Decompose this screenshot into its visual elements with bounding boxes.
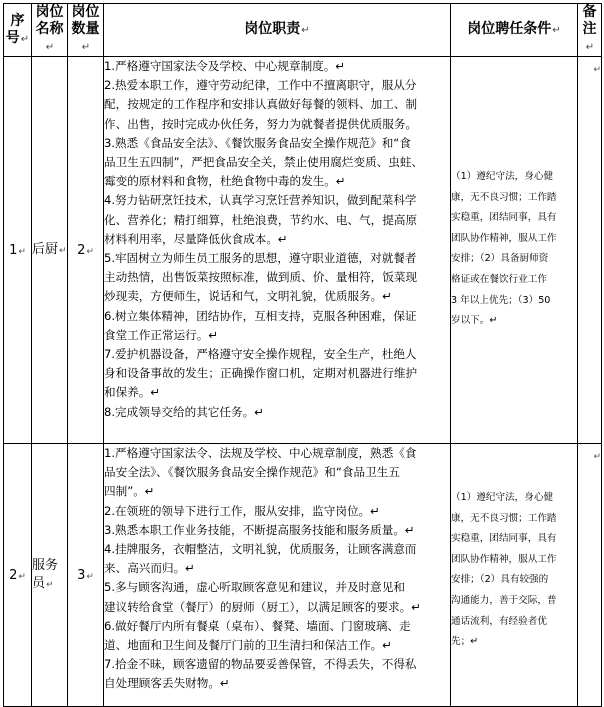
duty-line: 材料利用率，尽量降低伙食成本。↵ (104, 231, 288, 246)
duty-line: 6.树立集体精神，团结协作，互相支持，克服各种困难，保证 (104, 308, 417, 323)
duty-line: 5.牢固树立为师生员工服务的思想，遵守职业道德，对就餐者 (104, 251, 417, 266)
duty-line: 2.在领班的领导下进行工作，服从安排，监守岗位。↵ (104, 503, 380, 518)
duty-line: 炒现卖，方便师生，说话和气，文明礼貌，优质服务。↵ (104, 289, 392, 304)
duty-line: 7.拾金不昧，顾客遗留的物品要妥善保管，不得丢失，不得私 (104, 657, 417, 672)
row-duties (104, 57, 451, 444)
duty-line: 和保养。↵ (104, 385, 161, 400)
requirement-line: 实稳重，团结同事，具有 (451, 533, 557, 545)
duty-line: 6.做好餐厅内所有餐桌（桌布）、餐凳、墙面、门窗玻璃、走 (104, 618, 411, 633)
requirement-line: 先；↵ (451, 636, 479, 648)
duty-line: 品卫生五四制”，严把食品安全关，禁止使用腐烂变质、虫蛀、 (104, 155, 424, 170)
requirement-line: 康，无不良习惯；工作踏 (451, 191, 557, 203)
requirement-line: 岁以下。↵ (451, 315, 498, 327)
row-position-count: 3↵ (68, 444, 104, 707)
requirement-line: （1）遵纪守法，身心健 (451, 171, 554, 182)
requirement-line: 康，无不良习惯；工作踏 (451, 512, 557, 524)
requirement-line: 安排；（2）具有较强的 (451, 574, 549, 586)
table-header-row (4, 4, 602, 57)
duty-line: 2.热爱本职工作，遵守劳动纪律，工作中不擅离职守，服从分 (104, 78, 417, 93)
row-requirements (451, 444, 578, 707)
duty-line: 3.熟悉《食品安全法》、《餐饮服务食品安全操作规范》和“食 (104, 135, 411, 150)
duty-line: 5.多与顾客沟通，虚心听取顾客意见和建议，并及时意见和 (104, 580, 405, 595)
duty-line: 品安全法》、《餐饮服务食品安全操作规范》和“食品卫生五 (104, 465, 400, 480)
header-position-name: 岗位名称↵ (32, 4, 68, 57)
requirement-line: 实稳重，团结同事，具有 (451, 212, 557, 224)
requirement-line: 沟通能力，善于交际，普 (451, 594, 557, 606)
duty-line: 主动热情，出售饭菜按照标准，做到质、价、量相符，饭菜现 (104, 270, 418, 285)
requirement-line: 通话流利，有经验者优 (451, 615, 547, 627)
header-duties: 岗位职责↵ (104, 4, 451, 57)
requirement-line: 团队协作精神，服从工作 (451, 232, 557, 244)
row-seq: 1↵ (4, 57, 32, 444)
row-remark: ↵ (578, 444, 602, 707)
duty-line: 身和设备事故的发生；正确操作窗口机，定期对机器进行维护 (104, 366, 418, 381)
header-seq: 序号↵ (4, 4, 32, 57)
table-row (4, 444, 602, 707)
duty-line: 作、出售，按时完成办伙任务，努力为就餐者提供优质服务。 (104, 116, 418, 131)
header-position-count: 岗位数量↵ (68, 4, 104, 57)
job-positions-table (3, 3, 602, 707)
row-seq: 2↵ (4, 444, 32, 707)
duty-line: 霉变的原材料和食物，杜绝食物中毒的发生。↵ (104, 174, 346, 189)
requirement-line: （1）遵纪守法，身心健 (451, 492, 554, 503)
header-remark: 备注↵ (578, 4, 602, 57)
row-requirements (451, 57, 578, 444)
duty-line: 7.爱护机器设备，严格遵守安全操作规程，安全生产，杜绝人 (104, 347, 417, 362)
duty-line: 4.挂牌服务，衣帽整洁，文明礼貌，优质服务，让顾客满意而 (104, 542, 417, 557)
duty-line: 化、营养化；精打细算，杜绝浪费，节约水、电、气，提高原 (104, 212, 418, 227)
duty-line: 1.严格遵守国家法令、法规及学校、中心规章制度，熟悉《食 (104, 446, 417, 460)
requirement-line: 3 年以上优先；（3）50 (451, 294, 551, 306)
duty-line: 道、地面和卫生间及餐厅门前的卫生清扫和保洁工作。↵ (104, 638, 392, 653)
requirement-line: 格证或在餐饮行业工作 (451, 273, 547, 285)
duty-line: 1.严格遵守国家法令及学校、中心规章制度。↵ (104, 59, 346, 73)
duty-line: 建议转给食堂（餐厅）的厨师（厨工），以满足顾客的要求。↵ (104, 599, 421, 614)
row-duties (104, 444, 451, 707)
row-remark: ↵ (578, 57, 602, 444)
duty-line: 食堂工作正常运行。↵ (104, 327, 219, 342)
table-row (4, 57, 602, 444)
header-requirements: 岗位聘任条件↵ (451, 4, 578, 57)
duty-line: 4.努力钻研烹饪技术，认真学习烹饪营养知识，做到配菜科学 (104, 193, 417, 208)
duty-line: 配，按规定的工作程序和安排认真做好每餐的领料、加工、制 (104, 97, 418, 112)
duty-line: 四制”。↵ (104, 484, 155, 499)
duty-line: 自处理顾客丢失财物。↵ (104, 676, 230, 691)
row-position-name: 服务员↵ (32, 444, 68, 707)
requirement-line: 团队协作精神，服从工作 (451, 553, 557, 565)
requirement-line: 安排；（2）具备厨师资 (451, 253, 549, 265)
row-position-count: 2↵ (68, 57, 104, 444)
duty-line: 3.熟悉本职工作业务技能，不断提高服务技能和服务质量。↵ (104, 522, 415, 537)
duty-line: 8.完成领导交给的其它任务。↵ (104, 404, 264, 419)
duty-line: 来、高兴而归。↵ (104, 561, 195, 576)
row-position-name: 后厨↵ (32, 57, 68, 444)
